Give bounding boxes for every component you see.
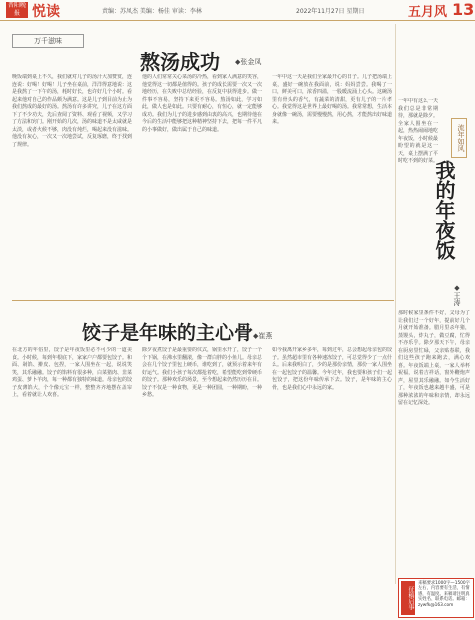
supplement-brand: 五月风 xyxy=(408,5,448,20)
article-body-column: 晚饭端到桌上不久，我们就对儿子的汤汁大加赞赏，连连说：好喝！好喝！儿子坐在桌前，洋洋得意地说：这是我熬了一下午的汤，耗时好长，也许好几个小时。看起来他对自己的作品颇为满意。这是儿子到目前为止为我们熬成的最好的汤。熬汤有许多讲究，儿子在这方面下了不少功夫，先后查阅了资料、观看了视频，又学习了方法和窍门。刚开始的几次，汤的味道不是太咸就是太淡，或者火候不够，肉没有炖烂，喝起来没有滋味。他没有灰心，一次又一次地尝试，反复琢磨，终于找到了规律。 xyxy=(12,74,132,148)
column-title: 悦读 xyxy=(32,4,60,20)
article-body-column: 如今我离开家乡多年，每到过年，总会想起母亲包的饺子。虽然超市里有各种速冻饺子，可总觉得少了一点什么。后来我明白了，少的是那份亲情，那份一家人围坐在一起包饺子的温馨。今年过年，我也要和孩子们一起包饺子，把这份年味传承下去。饺子，是年味的主心骨，也是我们心中永远的家。 xyxy=(272,347,392,391)
section-tag: 流年如风 xyxy=(451,118,467,158)
section-tag: 万千滋味 xyxy=(12,34,84,48)
column-divider xyxy=(395,24,396,584)
page-header xyxy=(0,0,475,21)
article-title: 我的年夜饭 xyxy=(432,160,456,260)
article-body-column: 一年中有这么一天我们总是非常期待，那就是除夕。全家人围坐在一起，热热闹闹地吃年夜饭，小时候最盼望的就是这一天，桌上摆满了平时吃不到的好菜。 xyxy=(398,98,438,164)
article-body-column: 那时候家里条件不好，父母为了让我们过一个好年，提前好几个月就开始准备。腊月里杀年猪，蒸馒头，炸丸子，做豆腐，忙得不亦乐乎。除夕那天下午，母亲在厨房里忙碌，父亲贴春联，我们这些孩子跑来跑去，满心欢喜。年夜饭端上桌，一家人举杯祝福，说着吉祥话，窗外鞭炮声声，屋里其乐融融。如今生活好了，年夜饭也越来越丰盛，可是那种浓浓的年味和亲情，却永远留在记忆深处。 xyxy=(398,310,470,406)
issue-date: 2022年11月27日 星期日 xyxy=(296,8,365,15)
article-byline: ◆张金凤 xyxy=(235,58,262,66)
article-title: 饺子是年味的主心骨 xyxy=(82,322,254,344)
section-divider xyxy=(12,300,394,301)
submissions-tag: 征稿启事 xyxy=(401,581,415,615)
article-byline: ◆崔燕 xyxy=(253,332,273,340)
article-body-column: 一年中这一天是我们全家最开心的日子。儿子把汤端上桌，盛好一碗放在我面前，说：妈妈尝尝。我喝了一口，鲜美可口，浓香四溢，一股暖流涌上心头。这碗汤里有骨头的香气，有蔬菜的清甜，更有儿子的一片孝心。我觉得这是世界上最好喝的汤。我常常想，生活本身就像一碗汤，需要慢慢熬，用心熬，才能熬出好味道来。 xyxy=(272,74,392,125)
page-number: 13 xyxy=(452,0,475,19)
call-for-submissions-box xyxy=(398,578,474,618)
newspaper-logo: 晋阳晚报 xyxy=(7,2,26,17)
submissions-text: 来稿要求1000字—1500字左右，内容要有生活，有情感，有温度。来稿请注明真实姓名、联系电话。邮箱：zywfk@163.com xyxy=(418,581,470,608)
article-body-column: 除夕夜煮饺子是最重要的仪式，锅里水开了，饺子一个个下锅，在沸水里翻滚，像一群白胖的小鱼儿。母亲总会在几个饺子里包上硬币，谁吃到了，就预示着来年有好运气。我们小孩子每次都抢着吃，希望能吃到带硬币的饺子。那种欢乐的场景，至今想起来仍然历历在目。饺子不仅是一种食物，更是一种团圆，一种期盼，一种乡愁。 xyxy=(142,347,262,398)
article-body-column: 他的人们常常关心菜汤的冷热，看到家人满意的笑容，他觉得这一切都是值得的。孩子的成长需要一次又一次地经历，在失败中总结经验，在反复中获得进步。做一件事不容易，坚持下来更不容易。熬汤如此，学习如此，做人也是如此。只要有耐心，有恒心，就一定能够成功。我们为儿子的进步感到由衷的高兴，也期待他在今后的生活中能够把这种精神坚持下去，把每一件平凡的小事做好，做出属于自己的味道。 xyxy=(142,74,262,133)
article-body-column: 在北方的年俗里，饺子是年夜饭里必不可少的一道美食。小时候，每到年根底下，家家户户都要包饺子。和面、剁馅、擀皮、包捏，一家人围坐在一起，说说笑笑，其乐融融。饺子的馅料有很多种，白菜猪肉、韭菜鸡蛋、萝卜羊肉，每一种都有独特的味道。母亲包的饺子皮薄馅大，个个像元宝一样，整整齐齐地摆在盖帘上，看着就让人欢喜。 xyxy=(12,347,132,398)
editor-credits: 责编：苏凤杰 美编：杨佳 审读：李林 xyxy=(102,8,202,15)
article-byline: ◆王涛 xyxy=(453,284,461,306)
article-title: 熬汤成功 xyxy=(140,50,220,74)
